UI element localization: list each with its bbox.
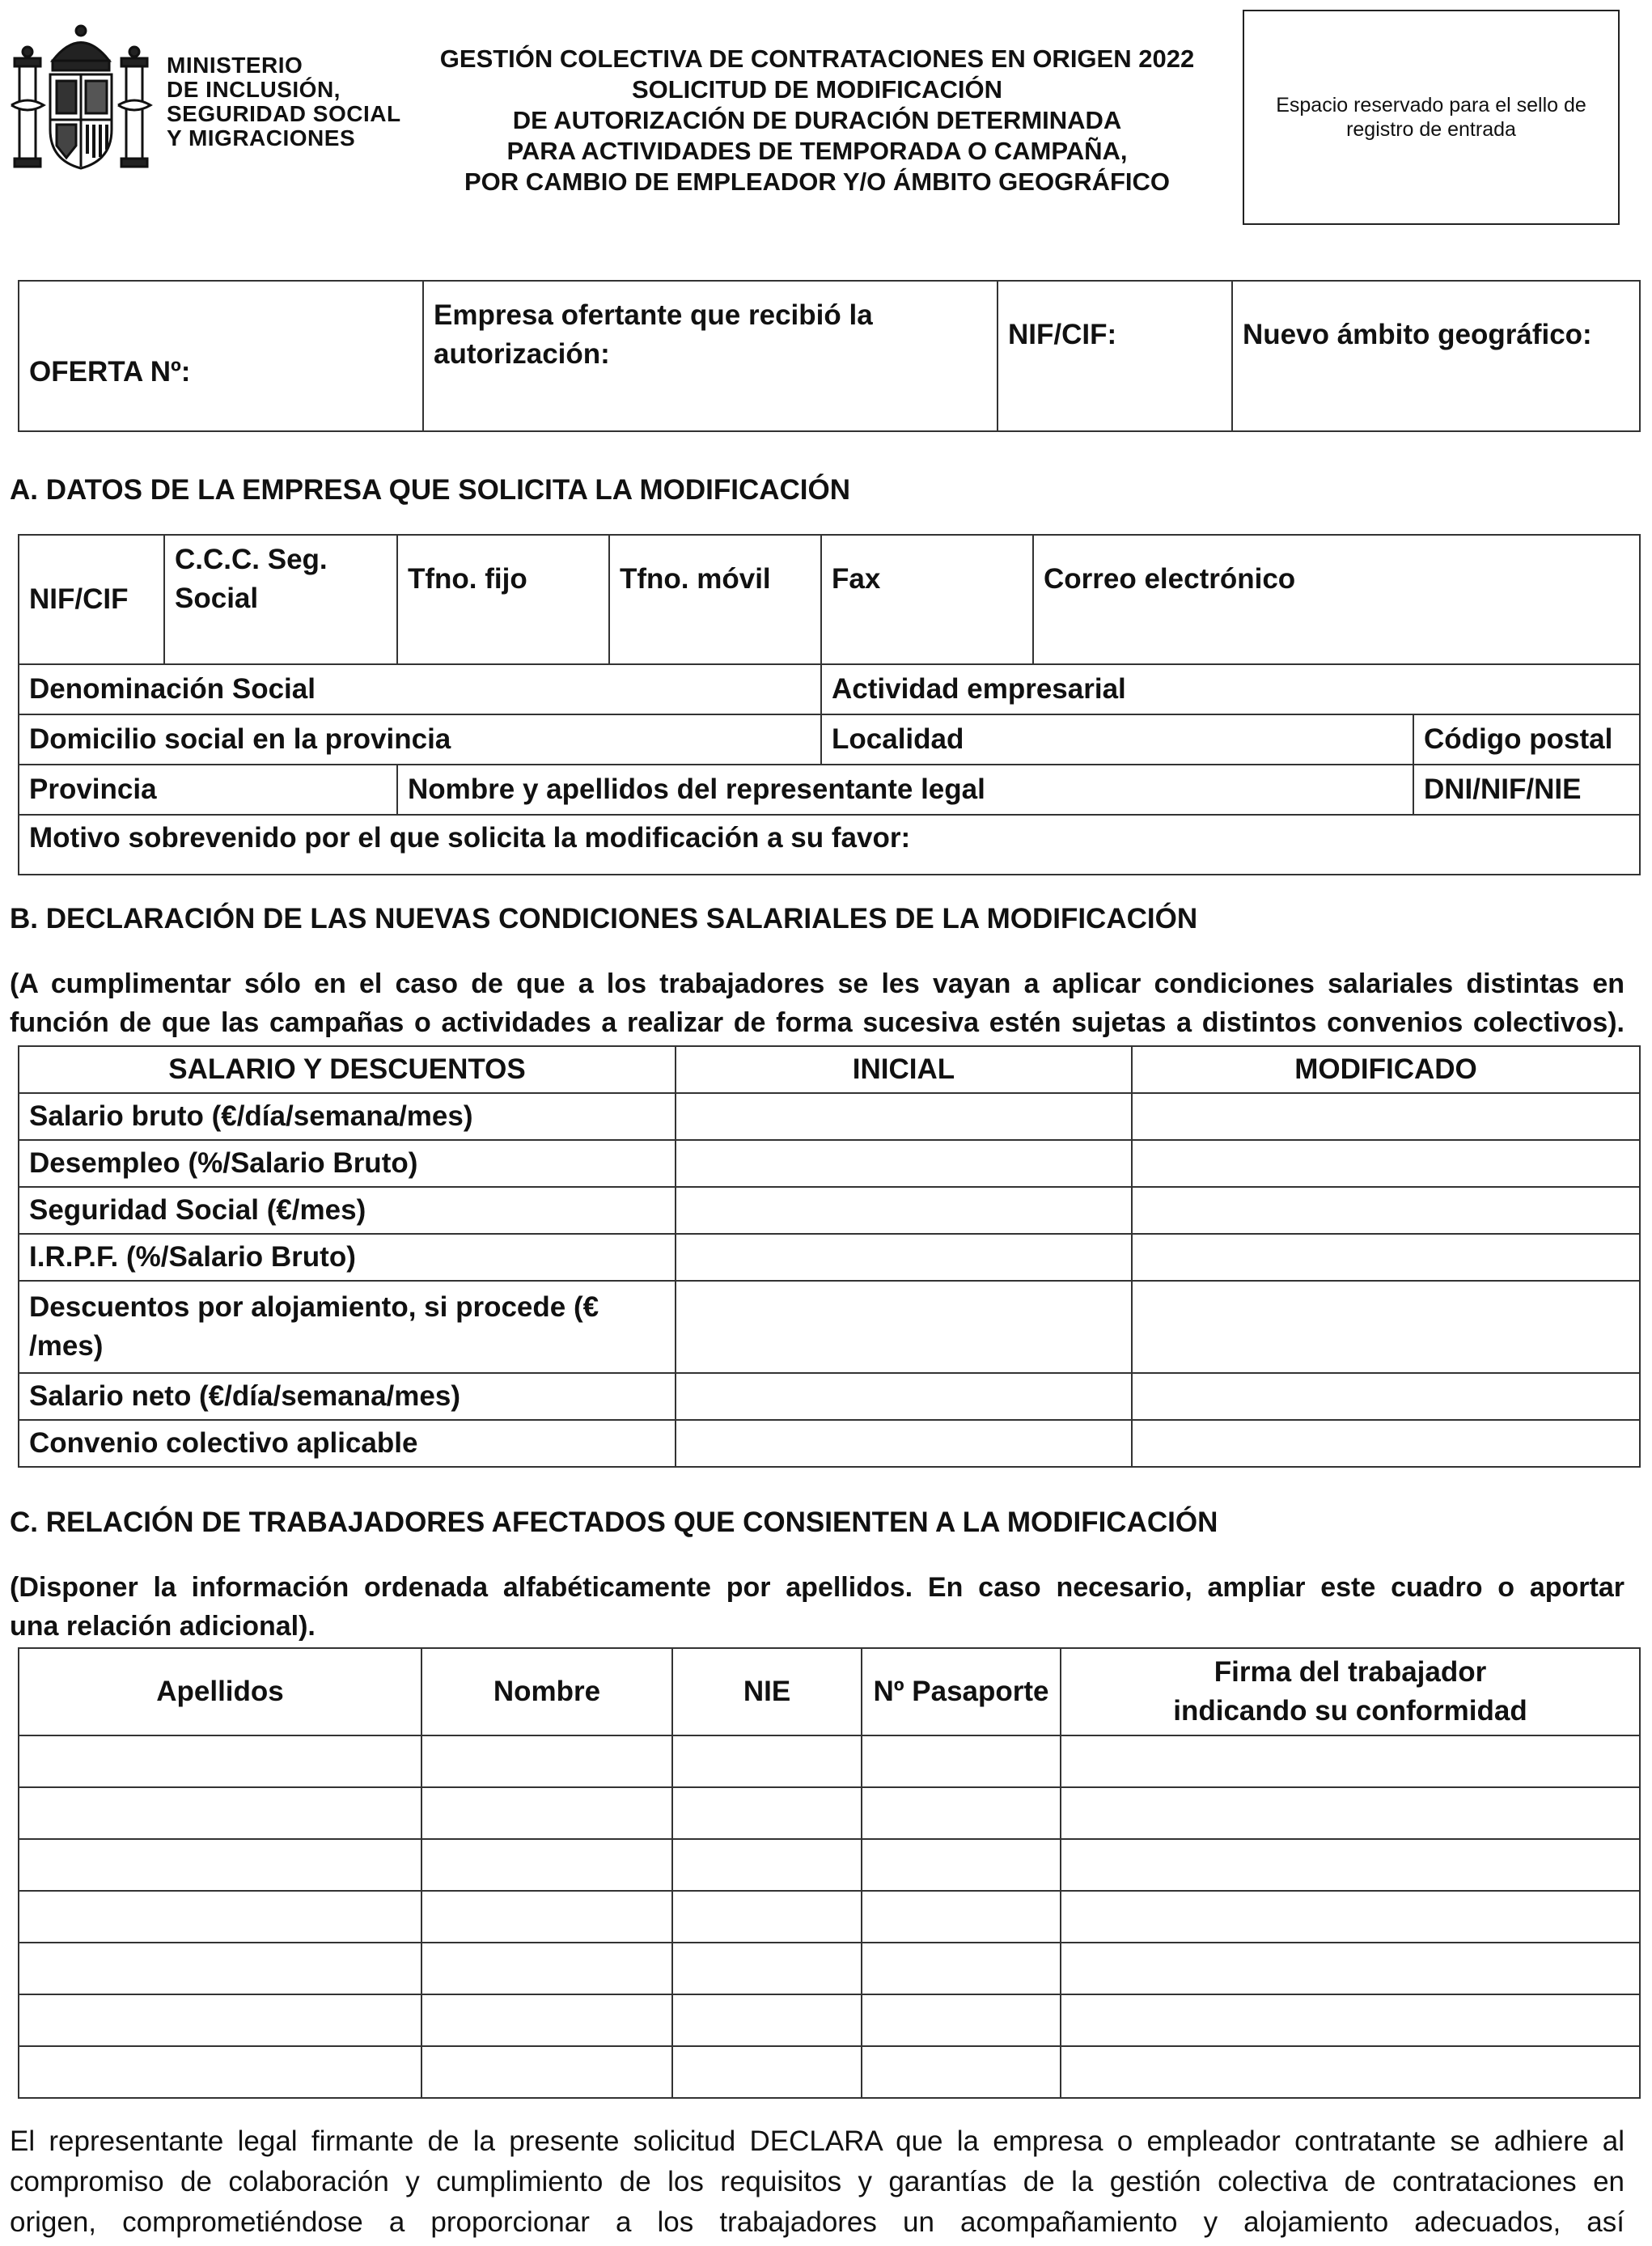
worker-pasaporte-input[interactable] [862, 1735, 1061, 1787]
representante-label: Nombre y apellidos del representante legal [408, 773, 985, 805]
worker-nie-input[interactable] [672, 1994, 862, 2046]
worker-nie-input[interactable] [672, 1787, 862, 1839]
salary-modificado-input[interactable] [1132, 1140, 1640, 1187]
worker-nombre-input[interactable] [421, 1891, 672, 1943]
worker-apellidos-input[interactable] [19, 1891, 421, 1943]
offer-nif-field[interactable] [998, 281, 1232, 431]
tfno-movil-field[interactable] [609, 535, 821, 664]
section-b-title: B. DECLARACIÓN DE LAS NUEVAS CONDICIONES SALARIALES DE LA MODIFICACIÓN [10, 903, 1198, 934]
worker-nombre-input[interactable] [421, 1787, 672, 1839]
title-line: GESTIÓN COLECTIVA DE CONTRATACIONES EN ORIGEN 2022 [439, 44, 1195, 73]
ccc-field[interactable] [164, 535, 397, 664]
worker-pasaporte-input[interactable] [862, 1787, 1061, 1839]
registration-stamp-box [1243, 10, 1620, 225]
declaration-line: El representante legal firmante de la presente solicitud DECLARA que la empresa o empleador contratante se adhiere al [10, 2125, 1624, 2157]
worker-nie-input[interactable] [672, 1943, 862, 1994]
actividad-label: Actividad empresarial [832, 673, 1126, 705]
empresa-label-line: Empresa ofertante que recibió la [434, 299, 873, 331]
tfno-fijo-field[interactable] [397, 535, 609, 664]
section-c-note [10, 1568, 1624, 1646]
workers-header-pasaporte: Nº Pasaporte [862, 1648, 1061, 1735]
ministry-line: SEGURIDAD SOCIAL [167, 101, 401, 126]
declaration-line: compromiso de colaboración y cumplimiento de los requisitos y garantías de la gestión colectiva de contrataciones en [10, 2166, 1624, 2197]
workers-header-firma [1061, 1648, 1640, 1735]
dni-label: DNI/NIF/NIE [1424, 773, 1582, 805]
salary-row-label-line: Descuentos por alojamiento, si procede (€ [29, 1291, 599, 1323]
workers-table [18, 1647, 1641, 2099]
stamp-text: Espacio reservado para el sello de registro de entrada [1276, 94, 1586, 141]
denominacion-label: Denominación Social [29, 673, 316, 705]
salary-inicial-input[interactable] [676, 1234, 1132, 1281]
localidad-label: Localidad [832, 723, 964, 755]
worker-nie-input[interactable] [672, 1735, 862, 1787]
worker-apellidos-input[interactable] [19, 1994, 421, 2046]
worker-pasaporte-input[interactable] [862, 1943, 1061, 1994]
denominacion-field[interactable] [19, 664, 821, 714]
company-data-table [18, 534, 1641, 875]
codigo-postal-label: Código postal [1424, 723, 1613, 755]
worker-firma-input[interactable] [1061, 1994, 1640, 2046]
worker-nie-input[interactable] [672, 2046, 862, 2098]
ministry-line: MINISTERIO [167, 53, 303, 78]
declaration-line: origen, comprometiéndose a proporcionar a los trabajadores un acompañamiento y alojamiento adecuados, así [10, 2206, 1624, 2238]
worker-firma-input[interactable] [1061, 2046, 1640, 2098]
motivo-label: Motivo sobrevenido por el que solicita la modificación a su favor: [29, 822, 911, 854]
salary-modificado-input[interactable] [1132, 1281, 1640, 1373]
email-label: Correo electrónico [1044, 563, 1296, 595]
domicilio-field[interactable] [19, 714, 821, 765]
worker-pasaporte-input[interactable] [862, 1994, 1061, 2046]
note-line: función de que las campañas o actividades a realizar de forma sucesiva estén sujetas a distintos convenios colectivos). [10, 1007, 1624, 1038]
salary-row-label: Salario bruto (€/día/semana/mes) [19, 1093, 676, 1140]
title-line: DE AUTORIZACIÓN DE DURACIÓN DETERMINADA [512, 106, 1122, 134]
worker-nombre-input[interactable] [421, 1943, 672, 1994]
salary-inicial-input[interactable] [676, 1187, 1132, 1234]
salary-modificado-input[interactable] [1132, 1187, 1640, 1234]
form-title [388, 44, 1246, 197]
salary-row-label: Convenio colectivo aplicable [19, 1420, 676, 1467]
section-a-title: A. DATOS DE LA EMPRESA QUE SOLICITA LA MODIFICACIÓN [10, 474, 850, 506]
actividad-field[interactable] [821, 664, 1640, 714]
company-nif-field[interactable] [19, 535, 164, 664]
title-line: PARA ACTIVIDADES DE TEMPORADA O CAMPAÑA, [506, 137, 1128, 165]
firma-header-line: Firma del trabajador [1214, 1656, 1487, 1688]
fax-label: Fax [832, 563, 881, 595]
salary-row-label [19, 1281, 676, 1373]
ministry-line: DE INCLUSIÓN, [167, 77, 341, 102]
salary-inicial-input[interactable] [676, 1281, 1132, 1373]
note-line: (A cumplimentar sólo en el caso de que a los trabajadores se les vayan a aplicar condiciones salariales distintas en [10, 968, 1624, 999]
offer-nif-label: NIF/CIF: [1008, 319, 1117, 350]
worker-nombre-input[interactable] [421, 1994, 672, 2046]
title-line: POR CAMBIO DE EMPLEADOR Y/O ÁMBITO GEOGRÁFICO [464, 167, 1171, 196]
worker-apellidos-input[interactable] [19, 1943, 421, 1994]
worker-nie-input[interactable] [672, 1891, 862, 1943]
salary-inicial-input[interactable] [676, 1420, 1132, 1467]
ccc-label-line: Social [175, 583, 259, 614]
worker-firma-input[interactable] [1061, 1735, 1640, 1787]
offer-table [18, 280, 1641, 432]
ccc-label-line: C.C.C. Seg. [175, 544, 328, 575]
ministry-name [167, 53, 401, 150]
worker-firma-input[interactable] [1061, 1891, 1640, 1943]
representante-field[interactable] [397, 765, 1413, 815]
salary-table [18, 1045, 1641, 1468]
salary-header-inicial: INICIAL [676, 1046, 1132, 1093]
oferta-label: OFERTA Nº: [29, 356, 191, 388]
provincia-label: Provincia [29, 773, 157, 805]
declaration-text [10, 2121, 1624, 2243]
localidad-field[interactable] [821, 714, 1413, 765]
domicilio-label: Domicilio social en la provincia [29, 723, 451, 755]
section-c-title: C. RELACIÓN DE TRABAJADORES AFECTADOS QUE CONSIENTEN A LA MODIFICACIÓN [10, 1507, 1218, 1538]
dni-field[interactable] [1413, 765, 1640, 815]
ambito-field[interactable] [1232, 281, 1640, 431]
tfno-fijo-label: Tfno. fijo [408, 563, 527, 595]
tfno-movil-label: Tfno. móvil [620, 563, 771, 595]
fax-field[interactable] [821, 535, 1033, 664]
salary-inicial-input[interactable] [676, 1093, 1132, 1140]
empresa-label-line: autorización: [434, 338, 610, 370]
email-field[interactable] [1033, 535, 1640, 664]
worker-firma-input[interactable] [1061, 1839, 1640, 1891]
worker-firma-input[interactable] [1061, 1787, 1640, 1839]
firma-header-line: indicando su conformidad [1173, 1695, 1527, 1727]
workers-header-apellidos: Apellidos [19, 1648, 421, 1735]
worker-nie-input[interactable] [672, 1839, 862, 1891]
ministry-line: Y MIGRACIONES [167, 125, 356, 150]
salary-row-label-line: /mes) [29, 1330, 104, 1362]
provincia-field[interactable] [19, 765, 397, 815]
salary-row-label: Salario neto (€/día/semana/mes) [19, 1373, 676, 1420]
salary-inicial-input[interactable] [676, 1373, 1132, 1420]
salary-row-label: Desempleo (%/Salario Bruto) [19, 1140, 676, 1187]
ambito-label: Nuevo ámbito geográfico: [1243, 319, 1592, 350]
worker-pasaporte-input[interactable] [862, 1891, 1061, 1943]
worker-firma-input[interactable] [1061, 1943, 1640, 1994]
worker-apellidos-input[interactable] [19, 1839, 421, 1891]
note-line: una relación adicional). [10, 1611, 316, 1642]
section-b-note [10, 964, 1624, 1042]
worker-nombre-input[interactable] [421, 1839, 672, 1891]
empresa-ofertante-field[interactable] [423, 281, 998, 431]
workers-header-nombre: Nombre [421, 1648, 672, 1735]
oferta-field[interactable] [19, 281, 423, 431]
coat-of-arms-logo [8, 16, 154, 178]
company-nif-label: NIF/CIF [29, 583, 129, 615]
salary-modificado-input[interactable] [1132, 1373, 1640, 1420]
salary-row-label: Seguridad Social (€/mes) [19, 1187, 676, 1234]
worker-nombre-input[interactable] [421, 1735, 672, 1787]
salary-inicial-input[interactable] [676, 1140, 1132, 1187]
worker-apellidos-input[interactable] [19, 1787, 421, 1839]
workers-header-nie: NIE [672, 1648, 862, 1735]
salary-row-label: I.R.P.F. (%/Salario Bruto) [19, 1234, 676, 1281]
worker-apellidos-input[interactable] [19, 2046, 421, 2098]
worker-pasaporte-input[interactable] [862, 1839, 1061, 1891]
salary-modificado-input[interactable] [1132, 1420, 1640, 1467]
salary-header-concept: SALARIO Y DESCUENTOS [19, 1046, 676, 1093]
note-line: (Disponer la información ordenada alfabéticamente por apellidos. En caso necesario, ampliar este cuadro o aportar [10, 1572, 1624, 1603]
worker-nombre-input[interactable] [421, 2046, 672, 2098]
salary-modificado-input[interactable] [1132, 1234, 1640, 1281]
salary-modificado-input[interactable] [1132, 1093, 1640, 1140]
title-line: SOLICITUD DE MODIFICACIÓN [631, 75, 1003, 104]
motivo-field[interactable] [19, 815, 1640, 875]
codigo-postal-field[interactable] [1413, 714, 1640, 765]
worker-pasaporte-input[interactable] [862, 2046, 1061, 2098]
salary-header-modificado: MODIFICADO [1132, 1046, 1640, 1093]
worker-apellidos-input[interactable] [19, 1735, 421, 1787]
